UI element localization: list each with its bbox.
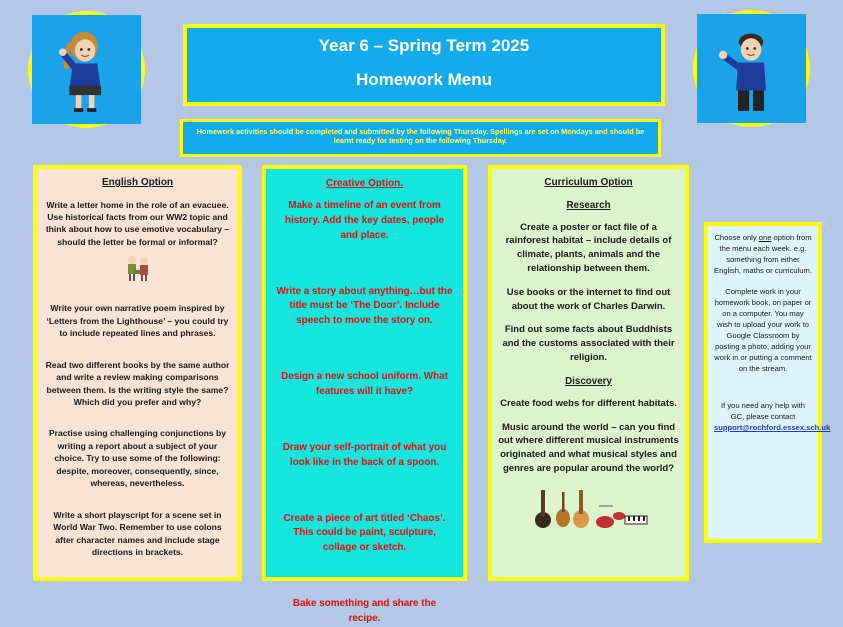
support-email-link[interactable]: support@rochford.essex.sch.uk [714,423,831,432]
discovery-item: Music around the world – can you find out where different musical instruments originated and what musical styles and genres are popular around the world? [498,421,679,474]
instructions-help [714,400,831,433]
instructions-complete: Complete work in your homework book, on paper or on a computer. You may wish to upload your work to Google Classroom by posting a photo, adding your work in or putting a comment on the stream. [714,287,812,373]
creative-option-panel [262,165,467,625]
research-item: Use books or the internet to find out about the work of Charles Darwin. [506,286,671,312]
instructions-emphasis: one [758,233,772,242]
english-item: Write a short playscript for a scene set in World War Two. Remember to use colons after character names and include stage directions in brackets. [53,509,222,558]
evacuee-children-icon [122,252,154,284]
boy-student-icon [693,10,810,127]
instructions-choose [714,232,812,276]
homework-notice: Homework activities should be completed and submitted by the following Thursday. Spellings are set on Mondays and should be learnt ready for testing on the following Thursday. [180,119,661,157]
creative-item: Make a timeline of an event from history. Add the key dates, people and place. [284,200,445,241]
girl-student-icon [28,11,145,128]
page-title: Year 6 – Spring Term 2025 [318,36,530,55]
creative-item: Create a piece of art titled ‘Chaos’. This could be paint, sculpture, collage or sketch. [283,512,446,554]
curriculum-heading: Curriculum Option [544,177,633,188]
instructions-panel [704,222,831,543]
research-item: Find out some facts about Buddhists and the customs associated with their religion. [502,324,675,363]
discovery-heading: Discovery [565,375,612,387]
instructions-text: option from the menu each week. e.g. something from either English, maths or curriculum. [714,233,812,275]
musical-instruments-icon [529,486,649,530]
english-option-panel [33,165,242,581]
discovery-item: Create food webs for different habitats. [500,397,677,409]
title-banner [183,24,665,106]
research-item: Create a poster or fact file of a rainforest habitat – include details of climate, plants, animals and the relationship between them. [505,221,672,274]
creative-item: Bake something and share the recipe. [292,598,437,625]
creative-item: Write a story about anything…but the title must be ‘The Door’. Include speech to move the story on. [276,285,453,327]
instructions-text: If you need any help with GC, please contact [720,401,805,421]
english-item: Practise using challenging conjunctions by writing a report about a subject of your choice. Try to use some of the following: despite, moreover, consequently, since, whereas, nevertheless. [48,428,227,489]
curriculum-option-panel [488,165,689,581]
instructions-text: Choose only [714,233,759,242]
creative-heading: Creative Option. [325,178,404,189]
english-item: Write a letter home in the role of an evacuee. Use historical facts from our WW2 topic and think about how to use emotive vocabulary – should the letter be formal or informal? [45,199,230,247]
research-heading: Research [566,199,611,211]
english-heading: English Option [101,177,174,188]
creative-item: Draw your self-portrait of what you look like in the back of a spoon. [282,441,447,468]
page-subtitle: Homework Menu [355,70,493,89]
english-item: Read two different books by the same author and write a review making comparisons between them. Is the writing style the same? Which did you prefer and why? [45,359,230,408]
creative-item: Design a new school uniform. What features will it have? [281,371,448,398]
english-item: Write your own narrative poem inspired by ‘Letters from the Lighthouse’ – you could try to include repeated lines and phrases. [46,303,229,339]
